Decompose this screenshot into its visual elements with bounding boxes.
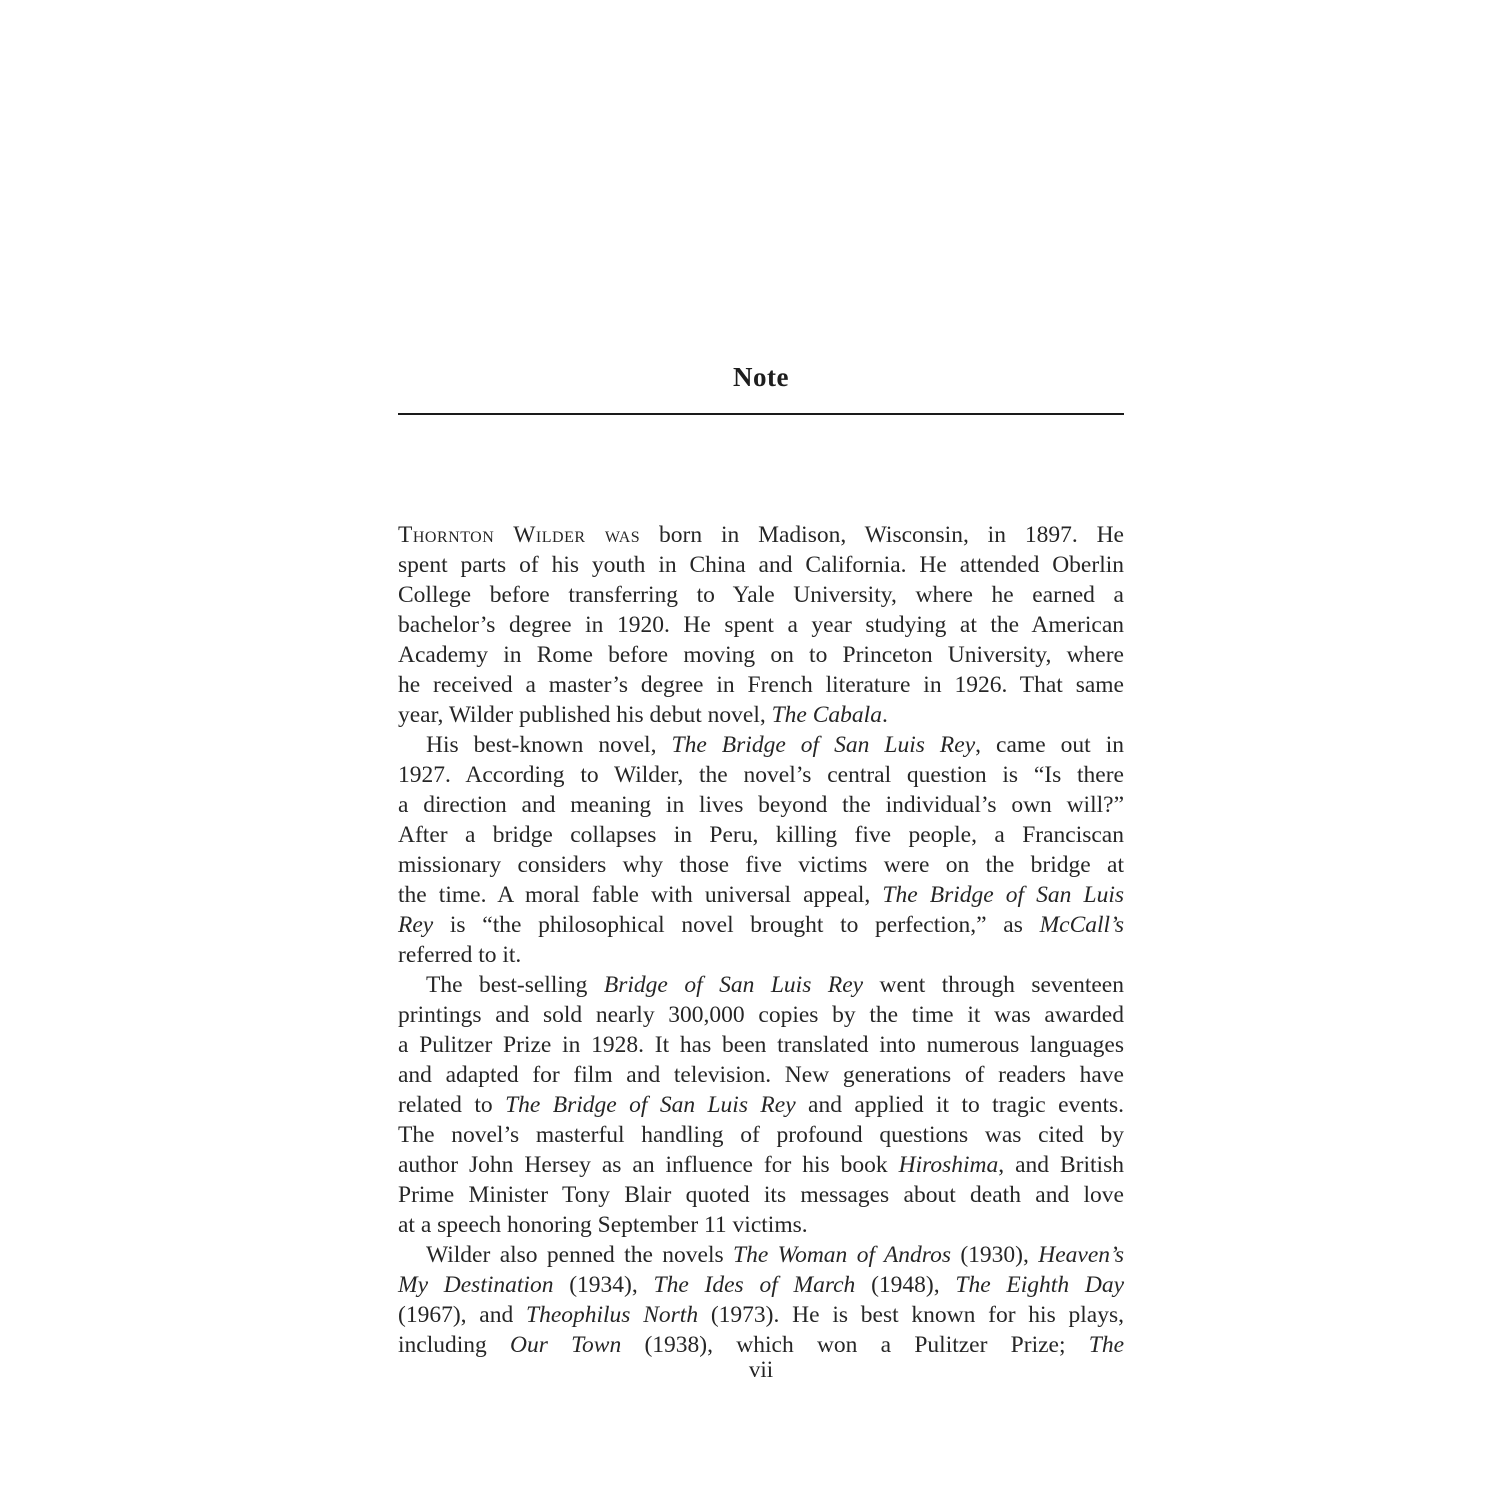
text-line: author John Hersey as an influence for his book Hiroshima, and British [398, 1152, 1124, 1178]
text-line: a direction and meaning in lives beyond the individual’s own will?” [398, 792, 1124, 818]
book-title: My Destination [398, 1272, 554, 1298]
title-rule [398, 413, 1124, 415]
text-line: year, Wilder published his debut novel, The Cabala. [398, 702, 888, 728]
text-line: including Our Town (1938), which won a Pulitzer Prize; The [398, 1332, 1124, 1358]
text-line: related to The Bridge of San Luis Rey and applied it to tragic events. [398, 1092, 1124, 1118]
book-title: Rey [398, 912, 434, 938]
book-title: The Bridge of San Luis Rey [671, 732, 976, 758]
small-caps-lead-in: Thornton Wilder was [398, 522, 641, 548]
text-line: at a speech honoring September 11 victims. [398, 1212, 808, 1238]
page-number: vii [748, 1357, 774, 1382]
text-line: he received a master’s degree in French literature in 1926. That same [398, 672, 1124, 698]
text-line: referred to it. [398, 942, 522, 968]
body-text [398, 520, 1124, 1360]
book-title: The Bridge of San Luis [882, 882, 1125, 908]
book-title: The Bridge of San Luis Rey [505, 1092, 796, 1118]
text-line: My Destination (1934), The Ides of March (1948), The Eighth Day [398, 1272, 1124, 1298]
text-line: missionary considers why those five victims were on the bridge at [398, 852, 1124, 878]
text-line: (1967), and Theophilus North (1973). He is best known for his plays, [398, 1302, 1124, 1328]
text-line: the time. A moral fable with universal appeal, The Bridge of San Luis [398, 882, 1125, 908]
text-line: Prime Minister Tony Blair quoted its messages about death and love [398, 1182, 1124, 1208]
publication-name: McCall’s [1039, 912, 1124, 938]
text-line: Academy in Rome before moving on to Princeton University, where [398, 642, 1124, 668]
book-title: The Cabala [771, 702, 882, 728]
text-line: After a bridge collapses in Peru, killing five people, a Franciscan [398, 822, 1124, 848]
text-line: a Pulitzer Prize in 1928. It has been translated into numerous languages [398, 1032, 1124, 1058]
text-line: His best-known novel, The Bridge of San Luis Rey, came out in [426, 732, 1125, 758]
book-title: Theophilus North [526, 1302, 699, 1328]
book-title: Heaven’s [1038, 1242, 1124, 1268]
book-title: Hiroshima [898, 1152, 999, 1178]
text-line: printings and sold nearly 300,000 copies by the time it was awarded [398, 1002, 1124, 1028]
text-line: The novel’s masterful handling of profound questions was cited by [398, 1122, 1124, 1148]
book-title: The Eighth Day [955, 1272, 1124, 1298]
text-line: 1927. According to Wilder, the novel’s central question is “Is there [398, 762, 1124, 788]
book-title: The Woman of Andros [733, 1242, 951, 1268]
book-title: The [1088, 1332, 1124, 1358]
text-line: Wilder also penned the novels The Woman of Andros (1930), Heaven’s [426, 1242, 1124, 1268]
page-title: Note [733, 362, 789, 392]
text-line: and adapted for film and television. New generations of readers have [398, 1062, 1124, 1088]
book-title: Our Town [510, 1332, 622, 1358]
text-line: bachelor’s degree in 1920. He spent a year studying at the American [398, 612, 1124, 638]
book-title: Bridge of San Luis Rey [603, 972, 864, 998]
text-line: Rey is “the philosophical novel brought to perfection,” as McCall’s [398, 912, 1124, 938]
text-line: spent parts of his youth in China and California. He attended Oberlin [398, 552, 1124, 578]
text-line: College before transferring to Yale University, where he earned a [398, 582, 1124, 608]
book-title: The Ides of March [653, 1272, 856, 1298]
text-line: Thornton Wilder was born in Madison, Wisconsin, in 1897. He [398, 522, 1124, 548]
text-line: The best-selling Bridge of San Luis Rey went through seventeen [426, 972, 1124, 998]
